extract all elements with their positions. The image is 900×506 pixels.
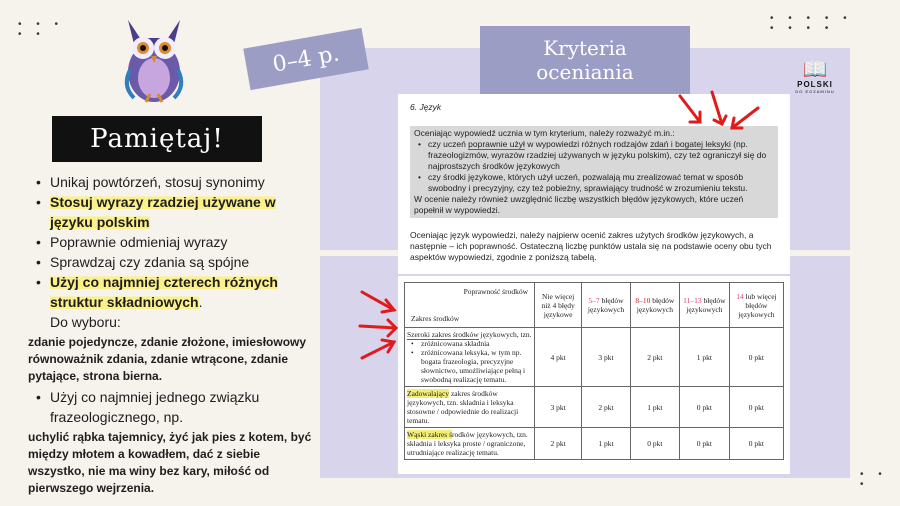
tip-syntax-structures-text: Użyj co najmniej czterech różnych struktur składniowych [50,274,278,310]
points-cell: 3 pkt [535,387,582,428]
title-line-2: oceniania [536,60,634,84]
points-cell: 3 pkt [582,328,630,387]
col1-num: 5–7 [588,296,600,305]
scoring-table-document [398,276,790,474]
table-row [405,328,784,387]
points-cell: 1 pkt [582,428,630,460]
row0-rest: językowych, tzn. [478,330,532,339]
points-cell: 0 pkt [729,428,783,460]
tip-syntax-choice-label: Do wyboru: [50,314,121,330]
tip-syntax-options: zdanie pojedyncze, zdanie złożone, imiesłowowy równoważnik zdania, zdanie wtrącone, zdanie pytające, strona bierna. [28,335,307,383]
table-header-row [405,283,784,328]
col1-post: błędów językowych [587,296,625,314]
col0-post: błędy językowe [543,300,575,319]
tips-list [28,172,318,499]
criteria-intro: Oceniając wypowiedź ucznia w tym kryterium, należy rozważyć m.in.: [414,128,675,138]
points-cell: 0 pkt [679,428,729,460]
col0-num: 4 [552,300,557,310]
table-row [405,428,784,460]
scoring-table [404,282,784,460]
tip-synonyms: • Unikaj powtórzeń, stosuj synonimy [28,172,318,192]
criteria-rule: Oceniając język wypowiedzi, należy najpierw ocenić zakres użytych środków językowych, a następnie – ich poprawność. Ostateczną liczbę punktów ustala się na podstawie oceny obu tych aspektów wypowiedzi, zgodnie z poniższą tabelą. [410,230,772,262]
table-row [405,387,784,428]
column-header [535,283,582,328]
red-arrows-top-icon [670,88,770,138]
tip-inflection: • Poprawnie odmieniaj wyrazy [28,232,318,252]
row0-highlight: Szeroki zakres środków [407,330,479,339]
logo-line-1: POLSKI [797,80,833,89]
points-cell: 0 pkt [679,387,729,428]
tip-syntax-structures-suffix: . [198,294,203,310]
decorative-dots-top-left: • • • • • [18,19,65,40]
row1-highlight: Zadowalający [407,389,450,398]
row-description [405,428,535,460]
col4-post: lub więcej błędów językowych [738,291,777,319]
bullet1-underline-2: zdań i bogatej leksyki [650,139,731,149]
points-cell: 0 pkt [729,387,783,428]
points-cell: 1 pkt [679,328,729,387]
row-description [405,328,535,387]
decorative-dots-bottom-right: • • • [860,469,888,490]
tip-rare-words-text: Stosuj wyrazy rzadziej używane w języku polskim [50,194,276,230]
points-cell: 4 pkt [535,328,582,387]
column-header [630,283,679,328]
logo-line-2: DO EGZAMINU [795,89,835,94]
tip-rare-words [28,192,318,232]
points-cell: 1 pkt [630,387,679,428]
col2-num: 8–10 [635,296,651,305]
decorative-dots-top-right: • • • • • • • • • [770,13,853,34]
points-cell: 0 pkt [630,428,679,460]
row2-highlight: Wąski zakres ś [407,430,452,439]
points-cell: 2 pkt [535,428,582,460]
remember-badge: Pamiętaj! [52,116,262,162]
row0-bullet: • zróżnicowana leksyka, w tym np. bogata frazeologia, precyzyjne słownictwo, umożliwiające pełną i swobodną realizację tematu. [407,348,532,384]
criteria-highlight-box [410,126,778,218]
column-header [729,283,783,328]
row0-bullet: • zróżnicowana składnia [407,339,532,348]
title-line-1: Kryteria [543,36,627,60]
row-description [405,387,535,428]
open-book-icon: 📖 [802,59,828,81]
col0-pre: Nie więcej niż [541,291,575,310]
row1-rest: zakres środków językowych, tzn. składnia i leksyka stosowne / odpowiednie do realizacji tematu. [407,389,519,425]
col2-post: błędów językowych [636,296,675,314]
tip-syntax-structures [28,272,318,312]
corner-top-label: Poprawność środków [463,287,528,296]
points-cell: 2 pkt [582,387,630,428]
corner-bottom-label: Zakres środków [411,314,460,323]
criteria-heading: 6. Język [410,102,442,112]
points-cell: 2 pkt [630,328,679,387]
column-header [679,283,729,328]
col4-num: 14 [736,291,744,301]
criteria-bullet-1 [414,139,774,172]
tip-phraseology: • Użyj co najmniej jednego związku [28,387,318,407]
owl-illustration [116,10,192,106]
col3-post: błędów językowych [686,296,726,314]
brand-logo [792,60,838,94]
points-banner: 0–4 p. [243,28,368,90]
tip-phraseology-examples: uchylić rąbka tajemnicy, żyć jak pies z kotem, być między młotem a kowadłem, dać z siebie wszystko, nie ma winy bez kary, miłość od pierwszego wejrzenia. [28,430,312,495]
criteria-bullet-2: • czy środki językowe, których użył uczeń, pozwalają mu zrealizować temat w sposób swobodny i precyzyjny, czy też pobieżny, sprawiający trudność w zrozumieniu tekstu. [414,172,774,194]
table-corner-cell [405,283,535,328]
red-arrows-left-icon [356,288,406,362]
tip-phraseology-sub: frazeologicznego, np. [50,409,184,425]
col3-num: 11–13 [683,296,702,305]
criteria-errors-note: W ocenie należy również uwzględnić liczbę wszystkich błędów językowych, które uczeń popełnił w wypowiedzi. [414,194,744,215]
bullet1-underline-1: poprawnie użył [468,139,525,149]
bullet1-pre: czy uczeń [428,139,469,149]
bullet1-post: (np. frazeologizmów, wyrazów rzadziej używanych w języku polskim), czy też ograniczył się do najprostszych środków językowych [428,139,767,171]
tip-coherence: • Sprawdzaj czy zdania są spójne [28,252,318,272]
column-header [582,283,630,328]
row2-rest: rodków językowych, tzn. składnia i leksyka proste / ograniczone, utrudniające realizację tematu. [407,430,528,457]
title-banner [480,26,690,94]
points-cell: 0 pkt [729,328,783,387]
bullet1-mid: w wypowiedzi różnych rodzajów [524,139,651,149]
